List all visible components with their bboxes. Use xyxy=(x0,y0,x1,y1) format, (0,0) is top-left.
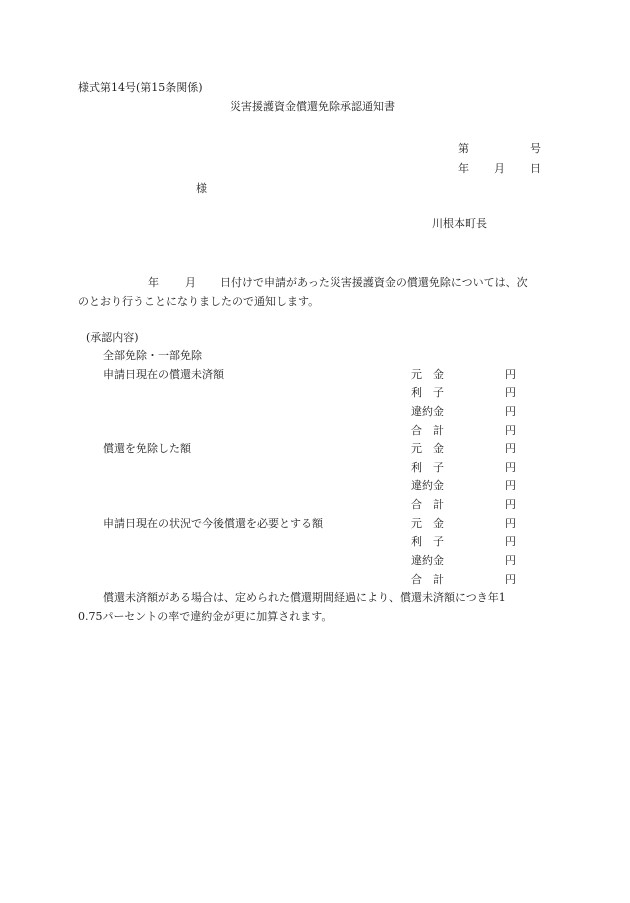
body-year-label: 年 xyxy=(148,276,159,289)
ref-number-prefix: 第 xyxy=(458,142,469,155)
form-number: 様式第14号(第15条関係) xyxy=(78,81,203,94)
unit-label: 円 xyxy=(505,405,516,418)
addressee-honorific: 様 xyxy=(196,182,207,195)
item-label-interest: 利 子 xyxy=(411,535,444,548)
unit-label: 円 xyxy=(505,386,516,399)
unit-label: 円 xyxy=(505,442,516,455)
unit-label: 円 xyxy=(505,368,516,381)
ref-number-suffix: 号 xyxy=(530,142,541,155)
section-label: 償還を免除した額 xyxy=(103,442,191,455)
item-label-penalty: 違約金 xyxy=(411,405,444,418)
unit-label: 円 xyxy=(505,479,516,492)
approval-type: 全部免除・一部免除 xyxy=(103,349,202,362)
item-label-interest: 利 子 xyxy=(411,386,444,399)
unit-label: 円 xyxy=(505,461,516,474)
unit-label: 円 xyxy=(505,535,516,548)
document-title: 災害援護資金償還免除承認通知書 xyxy=(230,100,395,113)
item-label-principal: 元 金 xyxy=(411,442,444,455)
item-label-penalty: 違約金 xyxy=(411,479,444,492)
item-label-principal: 元 金 xyxy=(411,517,444,530)
issuer-name: 川根本町長 xyxy=(432,217,487,230)
body-month-label: 月 xyxy=(185,276,196,289)
unit-label: 円 xyxy=(505,554,516,567)
item-label-total: 合 計 xyxy=(411,573,444,586)
body-line2: のとおり行うことになりましたので通知します。 xyxy=(78,295,320,308)
date-month-label: 月 xyxy=(494,162,505,175)
unit-label: 円 xyxy=(505,424,516,437)
unit-label: 円 xyxy=(505,498,516,511)
section-label: 申請日現在の償還未済額 xyxy=(103,368,224,381)
date-year-label: 年 xyxy=(458,162,469,175)
footer-note-line1: 償還未済額がある場合は、定められた償還期間経過により、償還未済額につき年1 xyxy=(103,591,506,604)
item-label-interest: 利 子 xyxy=(411,461,444,474)
date-day-label: 日 xyxy=(530,162,541,175)
item-label-total: 合 計 xyxy=(411,498,444,511)
item-label-principal: 元 金 xyxy=(411,368,444,381)
unit-label: 円 xyxy=(505,573,516,586)
body-line1: 日付けで申請があった災害援護資金の償還免除については、次 xyxy=(220,276,528,289)
unit-label: 円 xyxy=(505,517,516,530)
item-label-penalty: 違約金 xyxy=(411,554,444,567)
item-label-total: 合 計 xyxy=(411,424,444,437)
footer-note-line2: 0.75パーセントの率で違約金が更に加算されます。 xyxy=(78,610,333,623)
section-label: 申請日現在の状況で今後償還を必要とする額 xyxy=(103,517,323,530)
approval-heading: (承認内容) xyxy=(86,331,139,344)
